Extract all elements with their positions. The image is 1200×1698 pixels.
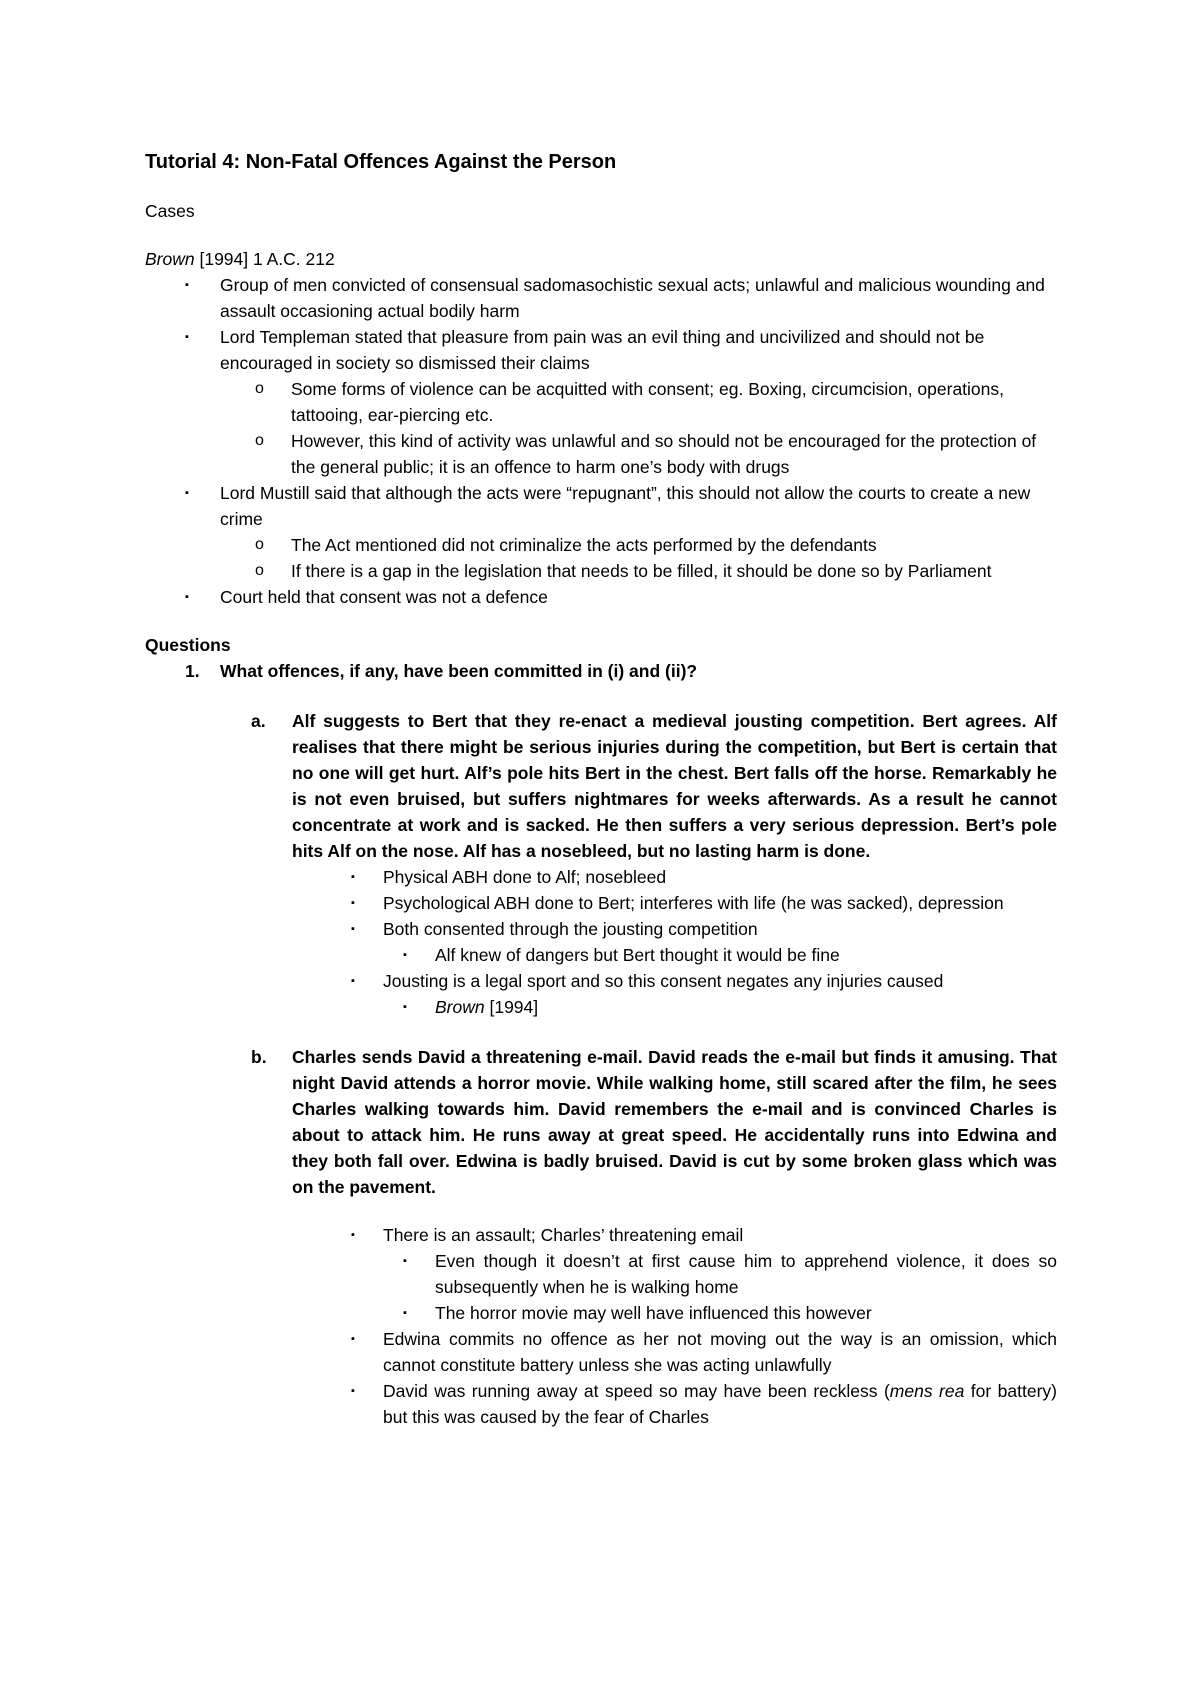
answer-text: Edwina commits no offence as her not moving out the way is an omission, which cannot constitute battery unless she was acting unlawfully: [383, 1329, 1057, 1375]
case-reference: [1994] 1 A.C. 212: [194, 249, 335, 269]
answer-item: [145, 1326, 1065, 1378]
square-bullet-icon: ▪: [185, 331, 189, 343]
answer-item: [145, 1248, 1065, 1300]
answer-item: [145, 942, 1065, 968]
list-item: [145, 428, 1065, 480]
list-item: [145, 376, 1065, 428]
question-part-text: Alf suggests to Bert that they re-enact a medieval jousting competition. Bert agrees. Alf realises that there might be serious injuries during the competition, but Bert is certain that no one will get hurt. Alf’s pole hits Bert in the chest. Bert falls off the horse. Remarkably he is not even bruised, but suffers nightmares for weeks afterwards. As a result he cannot concentrate at work and is sacked. He then suffers a very serious depression. Bert’s pole hits Alf on the nose. Alf has a nosebleed, but no lasting harm is done.: [292, 711, 1057, 861]
answer-text: There is an assault; Charles’ threatening email: [383, 1225, 744, 1245]
square-bullet-icon: ▪: [185, 591, 189, 603]
case-citation: [145, 246, 1065, 272]
latin-term: mens rea: [889, 1381, 965, 1401]
square-bullet-icon: ▪: [351, 975, 355, 987]
case-name: Brown: [145, 249, 195, 269]
answer-text: Jousting is a legal sport and so this consent negates any injuries caused: [383, 971, 944, 991]
square-bullet-icon: ▪: [403, 1255, 407, 1267]
list-item: [145, 584, 1065, 610]
square-bullet-icon: ▪: [351, 871, 355, 883]
circle-bullet-icon: o: [255, 562, 264, 579]
answer-item: [145, 916, 1065, 942]
answer-text: Psychological ABH done to Bert; interferes with life (he was sacked), depression: [383, 893, 1004, 913]
spacer: [145, 1200, 1065, 1222]
question-letter: b.: [251, 1047, 267, 1067]
answer-text: for battery) but this was caused by the fear of Charles: [383, 1381, 1057, 1427]
answer-item: [145, 1300, 1065, 1326]
answer-text: Even though it doesn’t at first cause him to apprehend violence, it does so subsequently when he is walking home: [435, 1251, 1057, 1297]
circle-bullet-icon: o: [255, 536, 264, 553]
cases-heading: Cases: [145, 201, 195, 221]
page-title: Tutorial 4: Non-Fatal Offences Against the Person: [145, 151, 617, 173]
list-item-text: Group of men convicted of consensual sadomasochistic sexual acts; unlawful and malicious wounding and assault occasioning actual bodily harm: [220, 275, 1045, 321]
answer-text: David was running away at speed so may have been reckless (: [383, 1381, 890, 1401]
document-page: [145, 148, 1065, 1430]
list-item-text: However, this kind of activity was unlawful and so should not be encouraged for the protection of the general public; it is an offence to harm one’s body with drugs: [291, 431, 1037, 477]
square-bullet-icon: ▪: [185, 279, 189, 291]
list-item-text: Lord Templeman stated that pleasure from pain was an evil thing and uncivilized and should not be encouraged in society so dismissed their claims: [220, 327, 985, 373]
answer-text: The horror movie may well have influenced this however: [435, 1303, 872, 1323]
answer-item: [145, 968, 1065, 994]
square-bullet-icon: ▪: [351, 897, 355, 909]
case-name: Brown: [435, 997, 485, 1017]
circle-bullet-icon: o: [255, 432, 264, 449]
list-item: [145, 480, 1065, 532]
list-item: [145, 532, 1065, 558]
list-item: [145, 272, 1065, 324]
question-part-b: [145, 1044, 1065, 1200]
answer-text: Alf knew of dangers but Bert thought it would be fine: [435, 945, 840, 965]
answer-item: [145, 994, 1065, 1020]
answer-item: [145, 890, 1065, 916]
list-item-text: Lord Mustill said that although the acts were “repugnant”, this should not allow the courts to create a new crime: [220, 483, 1031, 529]
square-bullet-icon: ▪: [403, 1307, 407, 1319]
question-1: [145, 658, 1065, 684]
answer-text: Both consented through the jousting competition: [383, 919, 758, 939]
list-item: [145, 324, 1065, 376]
square-bullet-icon: ▪: [351, 1229, 355, 1241]
question-text: What offences, if any, have been committed in (i) and (ii)?: [220, 661, 698, 681]
answer-text: Physical ABH done to Alf; nosebleed: [383, 867, 667, 887]
answer-item: [145, 1378, 1065, 1430]
list-item-text: If there is a gap in the legislation that needs to be filled, it should be done so by Parliament: [291, 561, 992, 581]
square-bullet-icon: ▪: [403, 1001, 407, 1013]
square-bullet-icon: ▪: [351, 1333, 355, 1345]
questions-heading: Questions: [145, 635, 231, 655]
square-bullet-icon: ▪: [351, 923, 355, 935]
answer-item: [145, 1222, 1065, 1248]
circle-bullet-icon: o: [255, 380, 264, 397]
question-part-a: [145, 708, 1065, 864]
question-number: 1.: [185, 661, 200, 681]
case-reference: [1994]: [484, 997, 539, 1017]
square-bullet-icon: ▪: [351, 1385, 355, 1397]
list-item-text: The Act mentioned did not criminalize the acts performed by the defendants: [291, 535, 877, 555]
square-bullet-icon: ▪: [185, 487, 189, 499]
list-item-text: Court held that consent was not a defence: [220, 587, 548, 607]
list-item-text: Some forms of violence can be acquitted with consent; eg. Boxing, circumcision, operations, tattooing, ear-piercing etc.: [291, 379, 1005, 425]
square-bullet-icon: ▪: [403, 949, 407, 961]
question-part-text: Charles sends David a threatening e-mail. David reads the e-mail but finds it amusing. That night David attends a horror movie. While walking home, still scared after the film, he sees Charles walking towards him. David remembers the e-mail and is convinced Charles is about to attack him. He runs away at great speed. He accidentally runs into Edwina and they both fall over. Edwina is badly bruised. David is cut by some broken glass which was on the pavement.: [292, 1047, 1057, 1197]
question-letter: a.: [251, 711, 266, 731]
answer-item: [145, 864, 1065, 890]
list-item: [145, 558, 1065, 584]
